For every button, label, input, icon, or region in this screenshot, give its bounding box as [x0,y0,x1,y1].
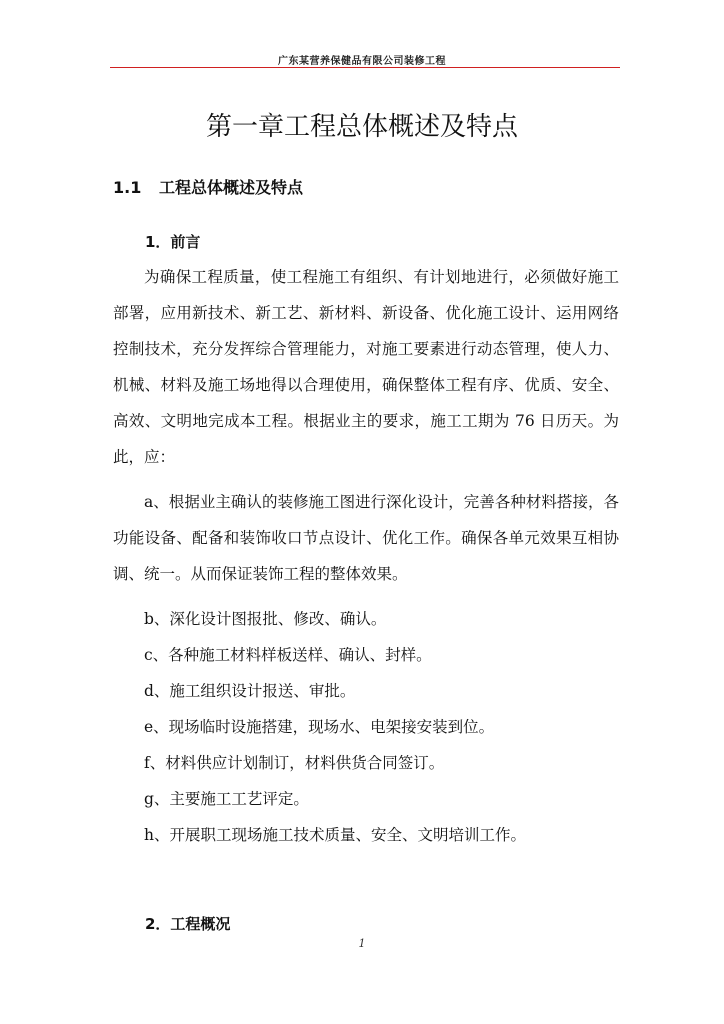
subsection-heading-preface: 1．前言 [145,233,201,251]
section-title: 工程总体概述及特点 [159,178,304,197]
list-item: c、各种施工材料样板送样、确认、封样。 [144,646,432,664]
list-item: b、深化设计图报批、修改、确认。 [144,610,387,628]
paragraph-item-a: a、根据业主确认的装修施工图进行深化设计，完善各种材料搭接，各功能设备、配备和装饰收口节点设计、优化工作。确保各单元效果互相协调、统一。从而保证装饰工程的整体效果。 [113,493,619,583]
list-item: e、现场临时设施搭建，现场水、电架接安装到位。 [144,718,495,736]
section-heading [113,175,303,198]
list-item: h、开展职工现场施工技术质量、安全、文明培训工作。 [144,826,526,844]
subsection-heading-overview: 2．工程概况 [145,915,231,933]
running-header: 广东某营养保健品有限公司装修工程 [278,56,446,67]
list-item: d、施工组织设计报送、审批。 [144,682,356,700]
page-number: 1 [358,937,366,950]
task-list [113,601,619,853]
section-number: 1.1 [113,178,142,197]
paragraph-intro: 为确保工程质量，使工程施工有组织、有计划地进行，必须做好施工部署，应用新技术、新工艺、新材料、新设备、优化施工设计、运用网络控制技术，充分发挥综合管理能力，对施工要素进行动态管理，使人力、机械、材料及施工场地得以合理使用，确保整体工程有序、优质、安全、高效、文明地完成本工程。根据业主的要求，施工工期为 76 日历天。为此，应： [113,268,619,466]
chapter-title: 第一章工程总体概述及特点 [205,112,518,142]
list-item: g、主要施工工艺评定。 [144,790,309,808]
header-rule [110,67,620,68]
list-item: f、材料供应计划制订，材料供货合同签订。 [144,754,445,772]
